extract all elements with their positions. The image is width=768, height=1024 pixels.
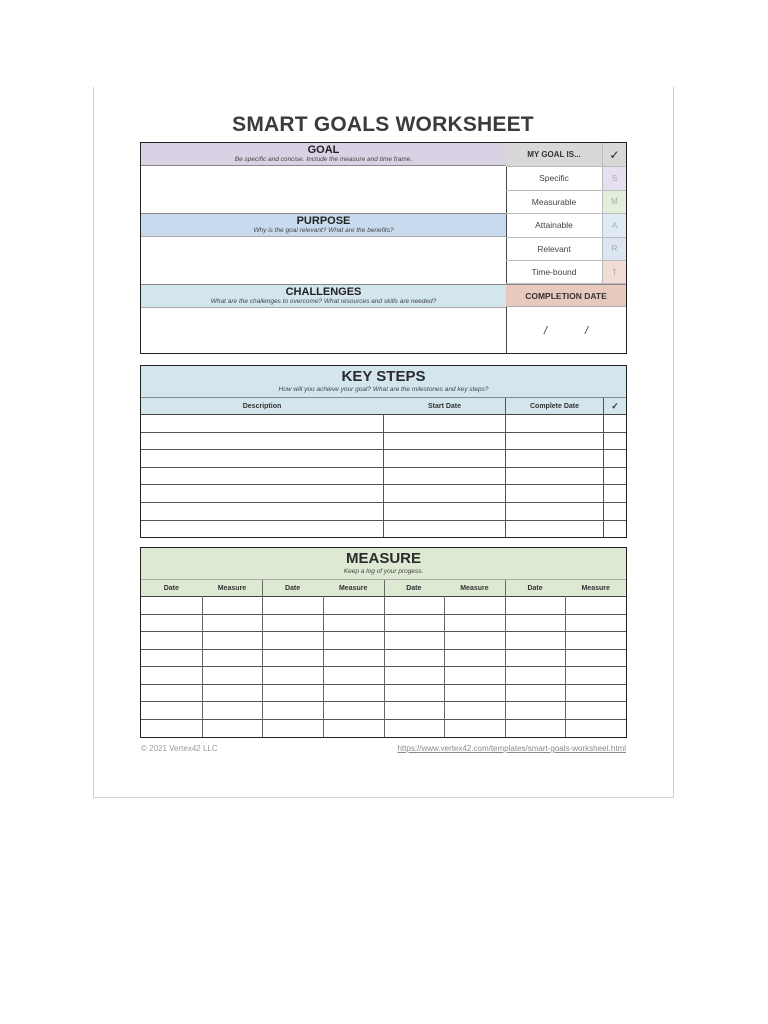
checkbox-time-bound[interactable]: T <box>603 261 626 283</box>
divider <box>202 596 203 737</box>
checklist-label: Measurable <box>506 191 603 214</box>
completion-date-label: COMPLETION DATE <box>506 284 626 307</box>
goal-block <box>140 142 627 354</box>
divider <box>384 580 385 737</box>
page-title: SMART GOALS WORKSHEET <box>232 113 534 136</box>
copyright: © 2021 Vertex42 LLC <box>141 744 218 753</box>
col-measure: Measure <box>217 584 247 592</box>
my-goal-label: MY GOAL IS... <box>506 143 603 166</box>
checklist-label: Time-bound <box>506 261 603 283</box>
checklist-item-attainable <box>506 214 626 238</box>
challenges-input-area[interactable] <box>141 309 506 353</box>
date-separator: / <box>543 324 547 337</box>
key-steps-table <box>140 365 627 538</box>
measure-header <box>141 548 626 580</box>
divider <box>323 596 324 737</box>
key-steps-header <box>141 366 626 398</box>
challenges-heading: CHALLENGES <box>285 286 362 298</box>
col-complete-date: Complete Date <box>529 402 579 410</box>
divider <box>505 398 506 537</box>
challenges-subtitle: What are the challenges to overcome? What resources and skills are needed? <box>210 298 437 305</box>
goal-input-area[interactable] <box>141 167 506 213</box>
smart-checklist <box>506 143 626 353</box>
checklist-item-time-bound <box>506 261 626 284</box>
divider <box>262 580 263 737</box>
divider <box>565 596 566 737</box>
divider <box>603 398 604 537</box>
my-goal-header <box>506 143 626 167</box>
checklist-label: Specific <box>506 167 603 190</box>
goal-subtitle: Be specific and concise. Include the measure and time frame. <box>234 156 413 163</box>
col-measure: Measure <box>581 584 610 592</box>
key-steps-heading: KEY STEPS <box>341 368 426 385</box>
col-date: Date <box>406 584 422 592</box>
goal-heading: GOAL <box>307 144 340 156</box>
key-steps-subtitle: How will you achieve your goal? What are the milestones and key steps? <box>278 386 489 393</box>
checkbox-specific[interactable]: S <box>603 167 626 190</box>
measure-table <box>140 547 627 738</box>
check-icon: ✓ <box>609 147 620 162</box>
measure-heading: MEASURE <box>345 550 421 567</box>
date-separator: / <box>585 324 589 337</box>
checklist-item-specific <box>506 167 626 191</box>
col-measure: Measure <box>338 584 368 592</box>
checklist-label: Relevant <box>506 238 603 261</box>
col-date: Date <box>527 584 543 592</box>
col-check: ✓ <box>611 400 619 411</box>
col-date: Date <box>163 584 179 592</box>
checkbox-measurable[interactable]: M <box>603 191 626 214</box>
challenges-header <box>141 284 506 308</box>
completion-date-field[interactable] <box>506 308 626 353</box>
goal-header <box>141 143 506 166</box>
checkbox-attainable[interactable]: A <box>603 214 626 237</box>
divider <box>383 414 384 537</box>
checklist-item-relevant <box>506 238 626 262</box>
col-date: Date <box>284 584 301 592</box>
key-steps-column-headers <box>141 398 626 415</box>
col-description: Description <box>242 402 282 410</box>
col-start-date: Start Date <box>427 402 462 410</box>
divider <box>505 580 506 737</box>
checklist-item-measurable <box>506 191 626 215</box>
template-link[interactable]: https://www.vertex42.com/templates/smart-goals-worksheet.html <box>397 744 626 753</box>
purpose-header <box>141 213 506 237</box>
checklist-label: Attainable <box>506 214 603 237</box>
purpose-heading: PURPOSE <box>296 215 351 227</box>
goal-left-column <box>141 143 507 353</box>
purpose-input-area[interactable] <box>141 238 506 284</box>
checkbox-relevant[interactable]: R <box>603 238 626 261</box>
purpose-subtitle: Why is the goal relevant? What are the benefits? <box>253 227 394 234</box>
col-measure: Measure <box>460 584 489 592</box>
divider <box>444 596 445 737</box>
measure-subtitle: Keep a log of your progess. <box>343 568 424 575</box>
